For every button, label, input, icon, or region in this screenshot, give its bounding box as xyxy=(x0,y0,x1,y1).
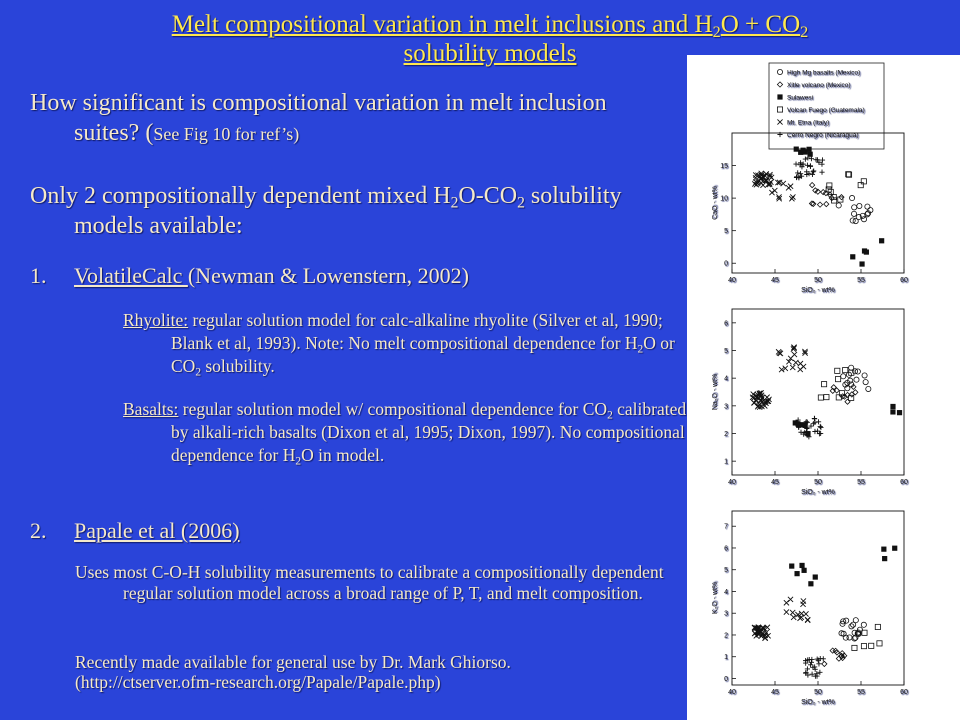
x-tick-label: 45 xyxy=(771,689,779,696)
sample-point xyxy=(815,656,820,661)
sample-point xyxy=(802,423,807,428)
sample-point xyxy=(882,556,887,561)
sample-point xyxy=(790,194,795,199)
sample-point xyxy=(817,670,822,675)
y-tick-label: 10 xyxy=(720,195,728,203)
sample-point xyxy=(788,184,793,189)
sample-point xyxy=(803,157,808,162)
rhyolite-description: Rhyolite: regular solution model for calc-alkaline rhyolite (Silver et al, 1990; Blank et al, 1993). Note: No melt compositional dependence for $H_2O$ or $CO_2$ solubility. xyxy=(123,310,675,379)
sample-point xyxy=(801,568,806,573)
x-tick-label: 40 xyxy=(728,479,736,486)
y-tick-label: 4 xyxy=(724,375,728,383)
y-tick-label: 7 xyxy=(724,523,728,531)
legend-label: High Mg basalts (Mexico) xyxy=(787,69,861,77)
compositional-variation-figure xyxy=(687,55,960,720)
sample-point xyxy=(857,203,862,208)
sample-point xyxy=(864,249,869,254)
y-tick-label: 0 xyxy=(724,675,728,683)
title-line-1: Melt compositional variation in melt inclusions and $H_2O + CO_2$ xyxy=(171,11,809,41)
sample-point xyxy=(805,617,810,622)
sample-point xyxy=(769,190,774,195)
sample-point xyxy=(789,563,794,568)
sample-point xyxy=(852,205,857,210)
legend-marker-diamond xyxy=(777,82,782,87)
sample-point xyxy=(865,204,870,209)
sample-point xyxy=(798,367,803,372)
sample-point xyxy=(881,547,886,552)
sample-point xyxy=(851,211,856,216)
sample-point xyxy=(794,571,799,576)
y-axis-label: CaO - wt% xyxy=(712,186,719,220)
title-line-2: solubility models xyxy=(403,40,577,67)
x-tick-label: 50 xyxy=(814,277,822,284)
sample-point xyxy=(861,644,866,649)
sample-point xyxy=(812,416,817,421)
legend-marker-filled-square xyxy=(777,94,782,99)
legend-label: Sulawesi xyxy=(787,94,814,102)
legend-marker-circle xyxy=(777,69,782,74)
legend-marker-x xyxy=(777,119,782,124)
sample-point xyxy=(772,188,777,193)
sample-point xyxy=(810,172,815,177)
y-tick-label: 6 xyxy=(724,320,728,328)
y-tick-label: 1 xyxy=(724,458,728,466)
sample-point xyxy=(799,563,804,568)
papale-label: Papale et al (2006) xyxy=(74,518,240,543)
sample-point xyxy=(794,147,799,152)
legend-label: Xitle volcano (Mexico) xyxy=(787,82,851,89)
sample-point xyxy=(788,597,793,602)
sample-point xyxy=(793,161,798,166)
sample-point xyxy=(816,661,821,666)
x-tick-label: 45 xyxy=(771,479,779,486)
sample-point xyxy=(877,641,882,646)
sample-point xyxy=(835,377,840,382)
sample-point xyxy=(879,238,884,243)
sample-point xyxy=(892,546,897,551)
sample-point xyxy=(809,657,814,662)
x-tick-label: 60 xyxy=(900,479,908,486)
x-axis-label: SiO₂ - wt% xyxy=(801,287,835,294)
x-tick-label: 60 xyxy=(900,277,908,284)
sample-point xyxy=(897,410,902,415)
y-tick-label: 15 xyxy=(720,163,728,171)
sample-point xyxy=(862,373,867,378)
sample-point xyxy=(793,360,798,365)
sample-point xyxy=(811,168,816,173)
sample-point xyxy=(798,361,803,366)
sample-point xyxy=(806,147,811,152)
sample-point xyxy=(821,382,826,387)
papale-url: (http://ctserver.ofm-research.org/Papale/Papale.php) xyxy=(75,672,441,692)
volatilecalc-label: VolatileCalc xyxy=(74,263,188,288)
statement-two-models: Only 2 compositionally dependent mixed $H_2O-CO_2$ solubility models available: xyxy=(30,183,622,239)
y-tick-label: 1 xyxy=(724,654,728,662)
y-tick-label: 3 xyxy=(724,610,728,618)
sample-point xyxy=(866,386,871,391)
x-tick-label: 50 xyxy=(814,479,822,486)
sample-point xyxy=(808,152,813,157)
question-significance: How significant is compositional variation in melt inclusion suites? (See Fig 10 for ref’s) xyxy=(30,90,607,146)
x-tick-label: 55 xyxy=(857,277,865,284)
sample-point xyxy=(859,261,864,266)
y-tick-label: 4 xyxy=(724,588,728,596)
sample-point xyxy=(813,574,818,579)
sample-point xyxy=(801,598,806,603)
sample-point xyxy=(781,181,786,186)
sample-point xyxy=(822,661,827,666)
sample-point xyxy=(819,170,824,175)
sample-point xyxy=(849,195,854,200)
sample-point xyxy=(824,201,829,206)
y-tick-label: 0 xyxy=(724,260,728,268)
sample-point xyxy=(817,202,822,207)
x-tick-label: 50 xyxy=(814,689,822,696)
sample-point xyxy=(811,421,816,426)
sample-point xyxy=(810,182,815,187)
x-tick-label: 45 xyxy=(771,277,779,284)
sample-point xyxy=(858,183,863,188)
sample-point xyxy=(805,163,810,168)
legend-label: Cerro Negro (Nicaragua) xyxy=(787,132,859,139)
sample-point xyxy=(852,645,857,650)
sample-point xyxy=(861,622,866,627)
sample-point xyxy=(861,217,866,222)
sample-point xyxy=(821,189,826,194)
x-tick-label: 55 xyxy=(857,479,865,486)
sample-point xyxy=(784,609,789,614)
sample-point xyxy=(818,425,823,430)
sample-point xyxy=(861,179,866,184)
papale-availability: Recently made available for general use by Dr. Mark Ghiorso. (http://ctserver.ofm-research.org/Papale/Papale.php) xyxy=(75,652,645,692)
papale-description: Uses most C-O-H solubility measurements to calibrate a compositionally dependent regular solution model across a broad range of P, T, and melt composition. xyxy=(75,562,664,603)
sample-point xyxy=(836,203,841,208)
y-tick-label: 5 xyxy=(724,567,728,575)
sample-point xyxy=(843,367,848,372)
y-tick-label: 3 xyxy=(724,403,728,411)
sample-point xyxy=(863,379,868,384)
sample-point xyxy=(805,431,810,436)
sample-point xyxy=(875,624,880,629)
sample-point xyxy=(845,399,850,404)
sample-point xyxy=(824,395,829,400)
sample-point xyxy=(853,390,858,395)
sample-point xyxy=(853,618,858,623)
sample-point xyxy=(816,419,821,424)
x-tick-label: 55 xyxy=(857,689,865,696)
legend-marker-square xyxy=(777,107,782,112)
sample-point xyxy=(869,643,874,648)
sample-point xyxy=(801,148,806,153)
list-item-papale: 2. Papale et al (2006) xyxy=(30,518,240,543)
y-tick-label: 2 xyxy=(724,431,728,438)
x-tick-label: 60 xyxy=(900,689,908,696)
sample-point xyxy=(808,581,813,586)
basalts-description: Basalts: regular solution model w/ compositional dependence for $CO_2$ calibrated by alkali-rich basalts (Dixon et al, 1995; Dixon, 1997). No compositional dependence for $H_2O$ in model. xyxy=(123,399,687,468)
sample-point xyxy=(801,162,806,167)
sample-point xyxy=(799,611,804,616)
y-axis-label: Na₂O - wt% xyxy=(712,373,719,411)
sample-point xyxy=(835,368,840,373)
legend-label: Volcan Fuego (Guatemala) xyxy=(787,107,865,114)
list-item-volatilecalc: 1. VolatileCalc (Newman & Lowenstern, 2002) xyxy=(30,263,469,288)
sample-point xyxy=(795,421,800,426)
x-tick-label: 40 xyxy=(728,689,736,696)
sample-point xyxy=(789,196,794,201)
panel-frame xyxy=(732,133,904,273)
x-axis-label: SiO₂ - wt% xyxy=(801,489,835,496)
x-axis-label: SiO₂ - wt% xyxy=(801,699,835,706)
legend-label: Mt. Etna (Italy) xyxy=(787,119,830,127)
sample-point xyxy=(850,254,855,259)
y-tick-label: 5 xyxy=(724,348,728,355)
x-tick-label: 40 xyxy=(728,277,736,284)
y-tick-label: 5 xyxy=(724,228,728,236)
sample-point xyxy=(809,156,814,161)
sample-point xyxy=(818,424,823,429)
sample-point xyxy=(760,183,765,188)
y-tick-label: 6 xyxy=(724,545,728,553)
sample-point xyxy=(854,377,859,382)
sample-point xyxy=(790,610,795,615)
y-tick-label: 2 xyxy=(724,632,728,640)
sample-point xyxy=(890,409,895,414)
sample-point xyxy=(812,429,817,434)
sample-point xyxy=(808,164,813,169)
sample-point xyxy=(890,404,895,409)
sample-point xyxy=(795,170,800,175)
y-axis-label: K₂O - wt% xyxy=(712,581,719,615)
sample-point xyxy=(790,365,795,370)
scatter-panels xyxy=(687,55,960,720)
sample-point xyxy=(784,600,789,605)
sample-point xyxy=(818,395,823,400)
sample-point xyxy=(841,374,846,379)
